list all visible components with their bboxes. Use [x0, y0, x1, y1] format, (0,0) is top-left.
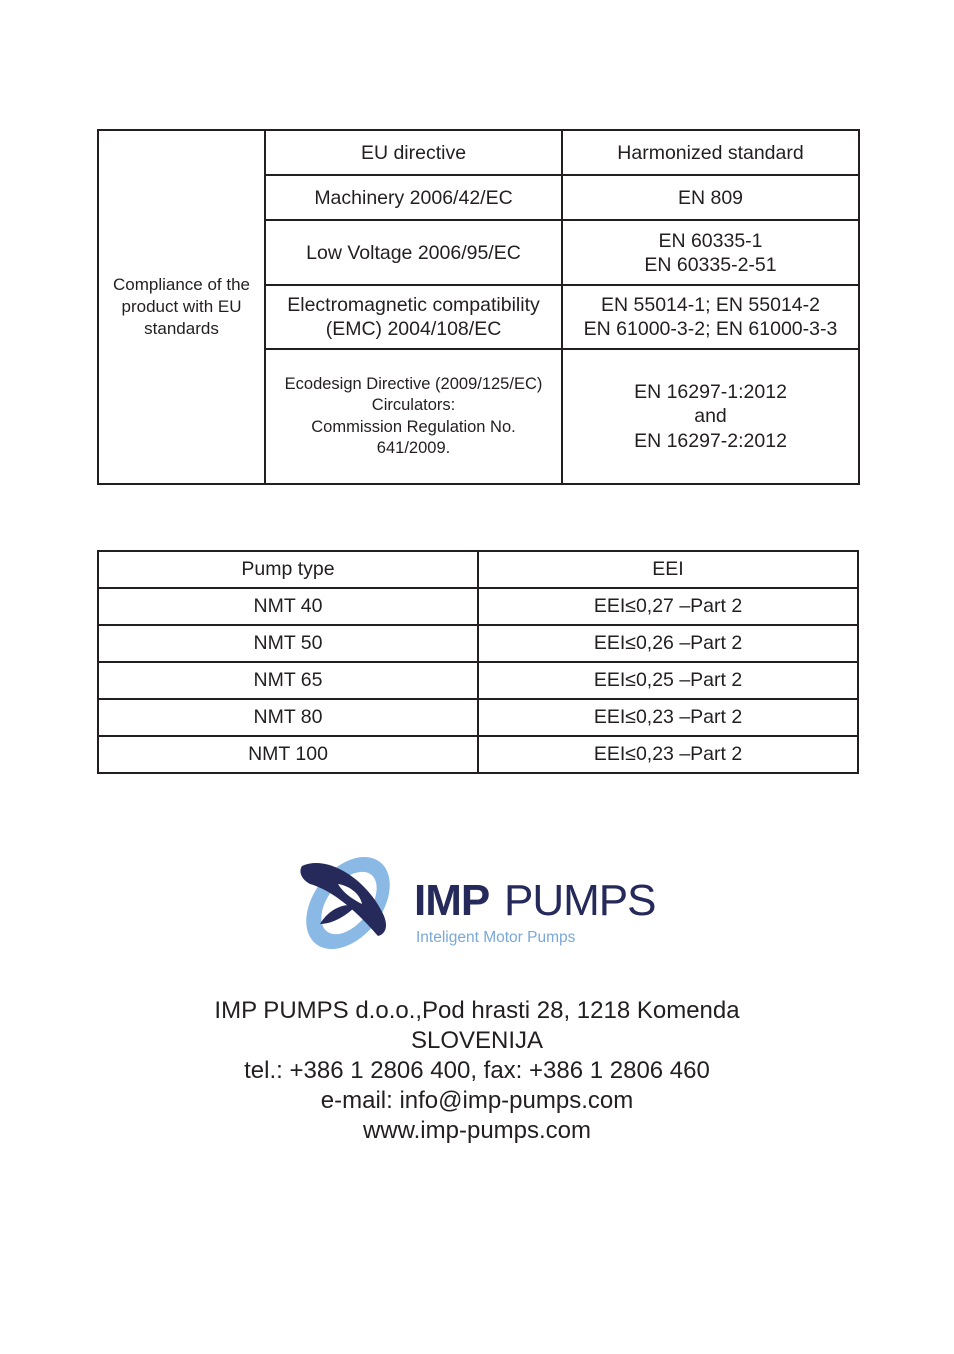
standard-line: EN 16297-1:2012 [634, 380, 787, 403]
header-eei: EEI [478, 551, 858, 588]
table-row [98, 625, 858, 662]
standard-line: EN 60335-1 [658, 229, 763, 252]
directive-line: Low Voltage 2006/95/EC [306, 241, 521, 264]
imp-pumps-logo [298, 850, 656, 956]
standard-cell [562, 285, 859, 349]
email-line: e-mail: info@imp-pumps.com [320, 1087, 634, 1114]
pump-type-cell: NMT 50 [98, 625, 478, 662]
directive-line: Ecodesign Directive (2009/125/EC) [284, 374, 543, 393]
eei-cell: EEI≤0,26 –Part 2 [478, 625, 858, 662]
table-row [98, 662, 858, 699]
brand-tagline: Inteligent Motor Pumps [416, 929, 576, 946]
eei-cell: EEI≤0,25 –Part 2 [478, 662, 858, 699]
directive-cell [265, 220, 562, 285]
eei-cell: EEI≤0,23 –Part 2 [478, 699, 858, 736]
standard-cell [562, 175, 859, 220]
brand-name-bold: IMP [414, 876, 490, 925]
contact-block [0, 996, 954, 1146]
eei-cell: EEI≤0,27 –Part 2 [478, 588, 858, 625]
standard-cell [562, 220, 859, 285]
compliance-label [98, 130, 265, 484]
pump-type-cell: NMT 65 [98, 662, 478, 699]
website-line: www.imp-pumps.com [362, 1117, 592, 1144]
pump-type-cell: NMT 40 [98, 588, 478, 625]
standard-line: EN 809 [677, 186, 744, 209]
impeller-mark-icon [298, 850, 398, 956]
standard-cell [562, 349, 859, 484]
directive-line: Machinery 2006/42/EC [314, 186, 513, 209]
directive-line: Electromagnetic compatibility [287, 294, 540, 316]
table-row [98, 736, 858, 773]
address-line: IMP PUMPS d.o.o.,Pod hrasti 28, 1218 Komenda [214, 997, 740, 1024]
country-line: SLOVENIJA [410, 1027, 544, 1054]
brand-name-light: PUMPS [504, 876, 656, 925]
directive-line: Commission Regulation No. [311, 417, 516, 436]
pump-type-cell: NMT 80 [98, 699, 478, 736]
standard-line: EN 60335-2-51 [644, 253, 777, 276]
compliance-label-line: Compliance of the [112, 275, 251, 294]
eei-cell: EEI≤0,23 –Part 2 [478, 736, 858, 773]
eei-table [97, 550, 859, 774]
eu-compliance-table [97, 129, 860, 485]
directive-cell [265, 175, 562, 220]
header-harmonized-standard: Harmonized standard [562, 130, 859, 175]
standard-line: and [694, 405, 727, 428]
directive-cell [265, 285, 562, 349]
compliance-label-line: standards [144, 319, 219, 338]
standard-line: EN 16297-2:2012 [634, 429, 787, 452]
phone-fax-line: tel.: +386 1 2806 400, fax: +386 1 2806 460 [244, 1057, 710, 1084]
table-header-row [98, 551, 858, 588]
directive-cell [265, 349, 562, 484]
header-eu-directive: EU directive [265, 130, 562, 175]
compliance-label-line: product with EU [121, 297, 242, 316]
directive-line: Circulators: [371, 396, 456, 414]
standard-line: EN 55014-1; EN 55014-2 [601, 294, 820, 316]
pump-type-cell: NMT 100 [98, 736, 478, 773]
table-row [98, 699, 858, 736]
header-pump-type: Pump type [98, 551, 478, 588]
directive-line: (EMC) 2004/108/EC [325, 318, 502, 340]
directive-line: 641/2009. [376, 439, 451, 457]
standard-line: EN 61000-3-2; EN 61000-3-3 [583, 318, 838, 340]
table-row [98, 588, 858, 625]
